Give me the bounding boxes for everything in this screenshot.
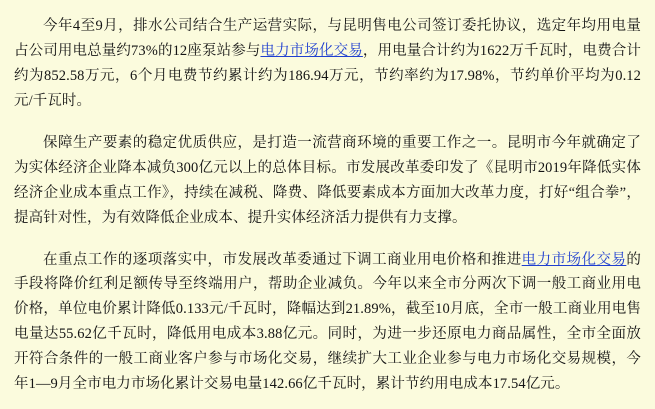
text-run-p1-2: ，用电量合计约为1622万千瓦时，电费合计约为852.58万元，6个月电费节约累计约为186.94万元，节约率约为17.98%，节约单价平均为0.12元/千瓦时。 (14, 42, 642, 109)
text-run-p2-0: 保障生产要素的稳定优质供应，是打造一流营商环境的重要工作之一。昆明市今年就确定了为实体经济企业降本减负300亿元以上的总体目标。市发展改革委印发了《昆明市2019年降低实体经济企业成本重点工作》，持续在减税、降费、降低要素成本方面加大改革力度，打好“组合拳”，提高针对性，为有效降低企业成本、提升实体经济活力提供有力支撑。 (14, 134, 641, 226)
paragraph-1 (14, 14, 641, 114)
paragraph-2 (14, 131, 641, 231)
inline-link-p3-1[interactable]: 电力市场化交易 (521, 251, 627, 268)
text-run-p3-0: 在重点工作的逐项落实中，市发展改革委通过下调工商业用电价格和推进 (43, 251, 522, 268)
text-run-p1-0: 今年4至9月，排水公司结合生产运营实际，与昆明售电公司签订委托协议，选定年均用电量占公司用电总量约73%的12座泵站参与 (14, 18, 641, 59)
paragraph-3 (14, 248, 641, 398)
text-run-p3-2: 的手段将降价红利足额传导至终端用户，帮助企业减负。今年以来全市分两次下调一般工商业用电价格，单位电价累计降低0.133元/千瓦时，降幅达到21.89%，截至10月底，全市一般工商业用电售电量达55.62亿千瓦时，降低用电成本3.88亿元。同时，为进一步还原电力商品属性，全市全面放开符合条件的一般工商业客户参与市场化交易，继续扩大工业企业参与电力市场化交易规模，今年1—9月全市电力市场化累计交易电量142.66亿千瓦时，累计节约用电成本17.54亿元。 (14, 251, 641, 393)
inline-link-p1-1[interactable]: 电力市场化交易 (260, 42, 363, 59)
